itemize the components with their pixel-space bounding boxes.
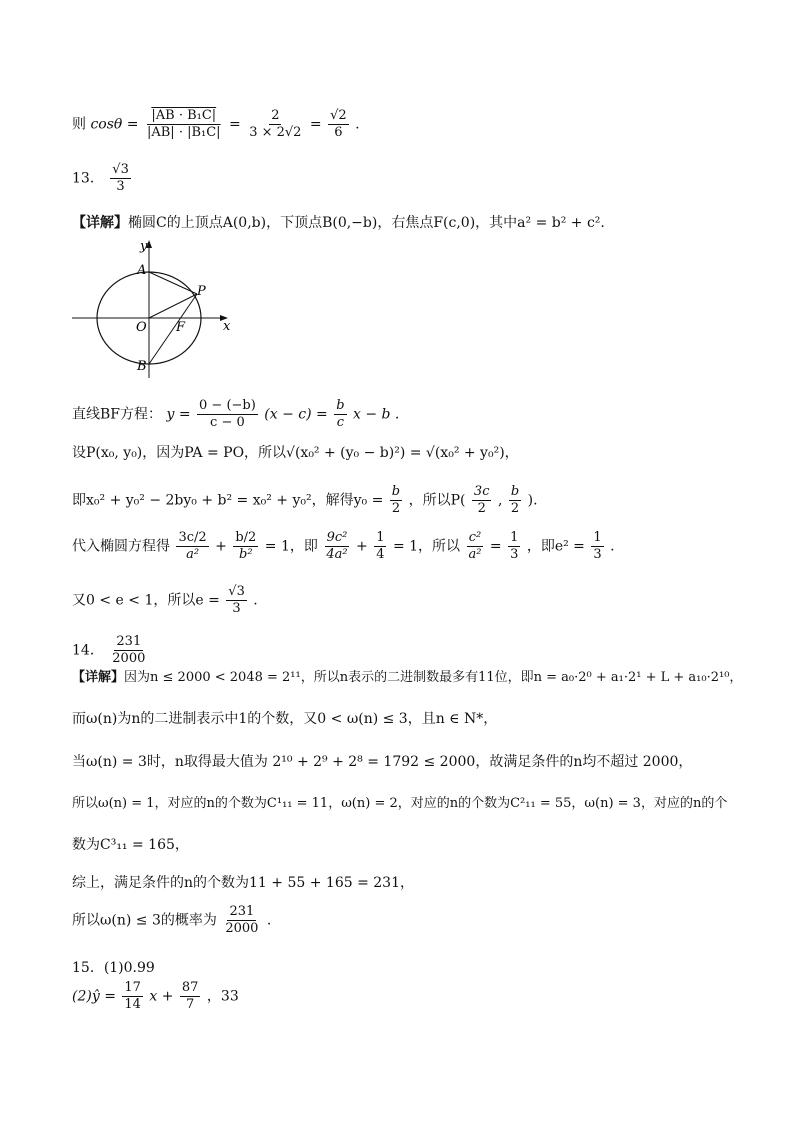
sub-9c2-fraction (324, 530, 349, 563)
q14-detail-tag: 【详解】 (72, 670, 125, 685)
bf-mid: (x − c) = (264, 406, 328, 423)
cos-mid-fraction (247, 108, 303, 141)
count-line-a (72, 797, 727, 810)
sub-x-inner-den: 2 (198, 530, 207, 545)
sub-ratio-fraction (466, 530, 483, 563)
q14-detail-text: 因为n ≤ 2000 < 2048 = 2¹¹，所以n表示的二进制数最多有11位，即n = a₀·2⁰ + a₁·2¹ + L + a₁₀·2¹⁰， (124, 670, 743, 685)
label-A: A (137, 263, 147, 278)
label-O: O (136, 320, 147, 335)
q15-line-2 (72, 980, 239, 1013)
sub-third-fraction (508, 530, 520, 563)
cos-prefix: 则 (72, 116, 86, 133)
q15-slope-fraction (122, 980, 143, 1013)
set-p-line (72, 446, 519, 460)
bf-slope2-denominator: c (336, 415, 344, 430)
solve-y0-denominator: 2 (391, 501, 401, 516)
q13-detail-tag: 【详解】 (72, 215, 128, 231)
cos-mid-numerator: 2 (271, 108, 280, 123)
bf-slope-fraction-2 (334, 398, 346, 431)
omega-text: 而ω(n)为n的二进制表示中1的个数，又0 < ω(n) ≤ 3，且n ∈ N*， (72, 711, 498, 727)
bf-slope-fraction (197, 398, 258, 431)
sub-eq2: = 1，所以 (392, 538, 461, 555)
q13-detail-text: 椭圆C的上顶点A(0,b)，下顶点B(0,−b)，右焦点F(c,0)，其中a² = b² + c². (128, 215, 605, 231)
set-p-text: 设P(x₀, y₀)，因为PA = PO，所以√(x₀² + (y₀ − b)²) = √(x₀² + y₀²)， (72, 445, 519, 461)
q15-slope-denominator: 14 (124, 997, 141, 1012)
prob-end: . (266, 912, 272, 929)
sub-y-inner-num: b (235, 530, 244, 545)
sub-quarter-denominator: 4 (376, 547, 385, 562)
solve-end: ). (527, 492, 538, 509)
sub-y-term-denominator: b² (239, 547, 253, 562)
sub-quarter-numerator: 1 (376, 530, 385, 545)
sub-quarter-fraction (374, 530, 386, 563)
sub-prefix: 代入椭圆方程得 (72, 538, 170, 555)
count-line-b (72, 838, 189, 852)
e-result-denominator: 3 (232, 601, 241, 616)
solve-line (72, 484, 538, 517)
sub-9c2-denominator: 4a² (326, 547, 348, 562)
label-x: x (223, 319, 231, 334)
sub-y-term-fraction (233, 530, 258, 563)
cos-mid-denominator: 3 × 2√2 (249, 125, 302, 140)
cos-lhs: cosθ = (90, 116, 139, 133)
e-range-text: 又0 < e < 1，所以e = (72, 592, 220, 609)
bf-eq-left: y = (166, 406, 191, 423)
e-result-numerator: √3 (228, 584, 245, 599)
q13-answer-numerator: √3 (112, 162, 129, 177)
sub-plus-1: + (215, 538, 227, 555)
segment-BP (149, 294, 197, 364)
cos-eq2: = (309, 116, 322, 133)
q14-answer-numerator: 231 (116, 634, 142, 649)
sub-eq3: = (489, 538, 502, 555)
prob-denominator: 2000 (225, 921, 259, 936)
solve-text-b: ，所以P( (408, 492, 466, 509)
solve-y0-fraction (390, 484, 402, 517)
cos-abs-fraction (145, 108, 223, 141)
q15-line-1 (72, 961, 155, 975)
q15-label: 15．(1)0.99 (72, 960, 155, 976)
e-end: . (253, 592, 258, 609)
solve-comma: , (497, 492, 503, 509)
sub-third-denominator: 3 (510, 547, 519, 562)
segment-OP (149, 294, 197, 318)
cos-result-fraction (328, 108, 349, 141)
q15-2-prefix: (2)ŷ = (72, 988, 116, 1005)
bf-prefix: 直线BF方程： (72, 406, 163, 423)
prob-numerator: 231 (229, 904, 255, 919)
sub-e2-denominator: 3 (593, 547, 602, 562)
max-text: 当ω(n) = 3时，n取得最大值为 2¹⁰ + 2⁹ + 2⁸ = 1792 ≤ 2000，故满足条件的n均不超过 2000， (72, 754, 693, 770)
cos-formula-line (72, 108, 360, 141)
q13-label: 13． (72, 170, 104, 187)
q15-intercept-denominator: 7 (186, 997, 195, 1012)
q15-intercept-numerator: 87 (181, 980, 199, 995)
bf-slope-numerator: 0 − (−b) (199, 398, 256, 413)
substitute-line (72, 530, 615, 563)
sum-line (72, 876, 414, 890)
q15-intercept-fraction (180, 980, 201, 1013)
segment-AP (149, 272, 197, 294)
solve-text-a: 即x₀² + y₀² − 2by₀ + b² = x₀² + y₀²，解得y₀ = (72, 492, 384, 509)
q15-2-end: ，33 (206, 988, 239, 1005)
solve-py-denominator: 2 (510, 501, 520, 516)
bf-slope-denominator: c − 0 (210, 415, 245, 430)
sub-x-inner-num: 3c (178, 530, 195, 545)
q13-answer-line (72, 162, 133, 195)
solve-px-fraction (472, 484, 492, 517)
solve-py-numerator: b (510, 484, 520, 499)
count-text-a: 所以ω(n) = 1，对应的n的个数为C¹₁₁ = 11，ω(n) = 2，对应的n的个数为C²₁₁ = 55，ω(n) = 3，对应的n的个 (72, 796, 728, 811)
sub-y-term-numerator: b/2 (235, 530, 257, 545)
q15-slope-numerator: 17 (124, 980, 141, 995)
ellipse-figure (72, 238, 242, 378)
omega-line (72, 712, 497, 726)
solve-y0-numerator: b (391, 484, 401, 499)
q13-answer-denominator: 3 (116, 179, 125, 194)
bf-slope2-numerator: b (336, 398, 345, 413)
sub-ratio-denominator: a² (468, 547, 482, 562)
sum-text: 综上，满足条件的n的个数为11 + 55 + 165 = 231， (72, 875, 414, 891)
cos-abs-numerator: |AB · B₁C| (151, 108, 217, 123)
prob-prefix: 所以ω(n) ≤ 3的概率为 (72, 912, 217, 929)
label-y: y (140, 239, 148, 254)
label-F: F (176, 320, 186, 335)
e-result-fraction (226, 584, 247, 617)
q14-answer-denominator: 2000 (112, 651, 146, 666)
solve-px-denominator: 2 (477, 501, 486, 516)
prob-fraction (223, 904, 260, 937)
cos-abs-denominator: |AB| · |B₁C| (146, 125, 221, 140)
q13-answer-fraction (110, 162, 131, 195)
sub-eq1: = 1，即 (264, 538, 318, 555)
max-line (72, 755, 692, 769)
e-range-line (72, 584, 258, 617)
q14-detail-line (72, 671, 742, 684)
q14-answer-line (72, 634, 149, 667)
label-P: P (197, 284, 206, 299)
bf-end: x − b . (352, 406, 400, 423)
sub-x-term-fraction (176, 530, 208, 563)
q15-2-mid: x + (149, 988, 174, 1005)
sub-e2-fraction (591, 530, 603, 563)
solve-py-fraction (509, 484, 521, 517)
sub-9c2-numerator: 9c² (326, 530, 348, 545)
label-B: B (137, 359, 147, 374)
cos-result-numerator: √2 (330, 108, 347, 123)
sub-plus-2: + (356, 538, 368, 555)
sub-end: . (610, 538, 615, 555)
count-text-b: 数为C³₁₁ = 165， (72, 837, 189, 853)
cos-eq1: = (229, 116, 241, 133)
q14-label: 14． (72, 642, 104, 659)
probability-line (72, 904, 271, 937)
sub-third-numerator: 1 (510, 530, 519, 545)
q13-detail-line (72, 216, 605, 230)
bf-equation-line (72, 398, 399, 431)
sub-x-term-numerator: 3c/2 (178, 530, 207, 545)
cos-result-denominator: 6 (334, 125, 343, 140)
cos-end: . (355, 116, 360, 133)
sub-e2: ，即e² = (526, 538, 585, 555)
q14-answer-fraction (110, 634, 147, 667)
solve-px-numerator: 3c (473, 484, 490, 499)
sub-y-inner-den: 2 (248, 530, 257, 545)
sub-x-term-denominator: a² (186, 547, 200, 562)
sub-e2-numerator: 1 (593, 530, 602, 545)
sub-ratio-numerator: c² (468, 530, 482, 545)
